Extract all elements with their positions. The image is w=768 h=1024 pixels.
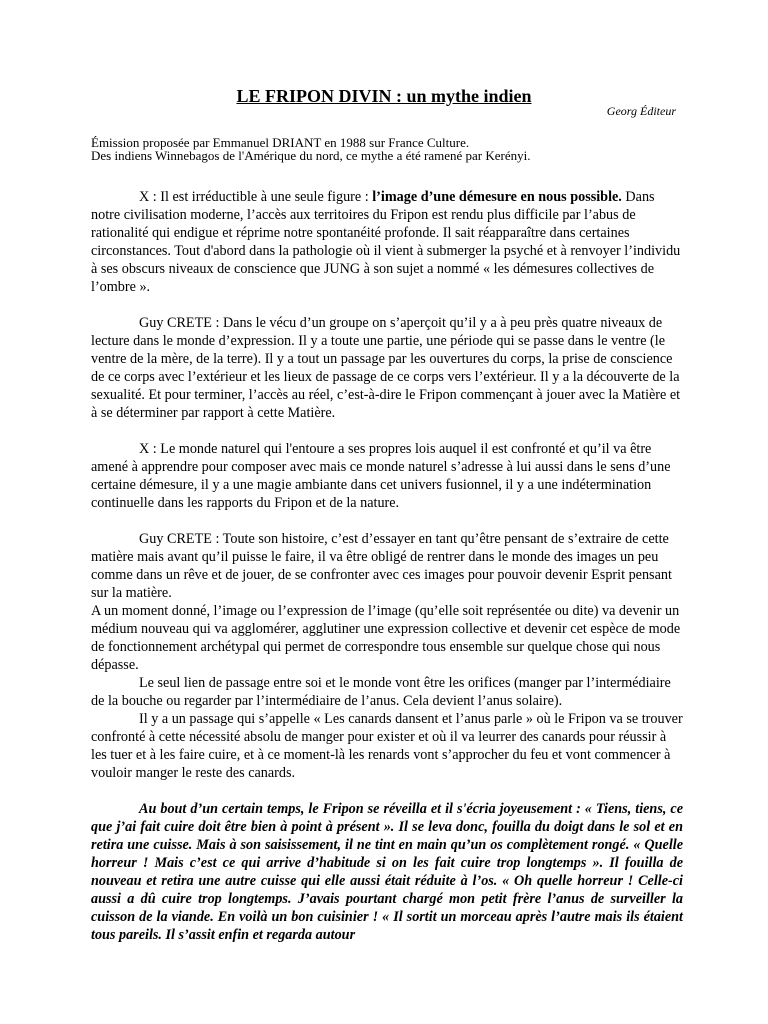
paragraph-5: A un moment donné, l’image ou l’expression de l’image (qu’elle soit représentée ou dite) va devenir un médium nouveau qui va agglomérer, agglutiner une expression collective et devenir cet espèce de mode de fonctionnement archétypal qui permet de correspondre tous ensemble sur quelque chose qui nous dépasse. bbox=[91, 603, 681, 673]
intro-block bbox=[91, 136, 681, 162]
paragraph-1-emphasis: l’image d’une démesure en nous possible. bbox=[372, 189, 622, 205]
paragraph-4: Guy CRETE : Toute son histoire, c’est d’essayer en tant qu’être pensant de s’extraire de cette matière mais avant qu’il puisse le faire, il va être obligé de rentrer dans le monde des images un peu comme dans un rêve et de jouer, de se confronter avec ces images pour pouvoir devenir Esprit pensant sur la matière. bbox=[91, 531, 672, 601]
intro-line-2: Des indiens Winnebagos de l'Amérique du nord, ce mythe a été ramené par Kerényi. bbox=[91, 148, 531, 163]
paragraph-1 bbox=[91, 188, 683, 296]
paragraph-2: Guy CRETE : Dans le vécu d’un groupe on s’aperçoit qu’il y a à peu près quatre niveaux de lecture dans le monde d’expression. Il y a toute une partie, une période qui se passe dans le ventre (le ventre de la mère, de la terre). Il y a tout un passage par les ouvertures du corps, la prise de conscience de ce corps avec l’extérieur et les lieux de passage de ce corps vers l’extérieur. Il y a la découverte de la sexualité. Et pour terminer, l’accès au réel, c’est-à-dire le Fripon commençant à jouer avec la Matière et à se déterminer par rapport à cette Matière. bbox=[91, 315, 681, 421]
document-title: LE FRIPON DIVIN : un mythe indien bbox=[236, 86, 532, 106]
paragraph-1-start: X : Il est irréductible à une seule figure : bbox=[139, 189, 373, 205]
paragraph-1-rest: Dans notre civilisation moderne, l’accès aux territoires du Fripon est rendu plus difficile par l’abus de rationalité qui endigue et réprime notre spontanéité profonde. Il sait réapparaître dans certaines circonstances. Tout d'abord dans la pathologie où il vient à submerger la psyché et à renvoyer l’individu à ses obscurs niveaux de conscience que JUNG à son sujet a nommé « les démesures collectives de l’ombre ». bbox=[91, 189, 681, 295]
publisher-name: Georg Éditeur bbox=[606, 104, 676, 118]
intro-line-1: Émission proposée par Emmanuel DRIANT en 1988 sur France Culture. bbox=[91, 135, 470, 150]
paragraph-8-quote: Au bout d’un certain temps, le Fripon se réveilla et il s'écria joyeusement : « Tiens, tiens, ce que j’ai fait cuire doit être bien à point à présent ». Il se leva donc, fouilla du doigt dans le sol et en retira une cuisse. Mais à son saisissement, il ne tint en main qu’un os complètement rongé. « Quelle horreur ! Mais c’est ce qui arrive d’habitude si on les fait cuire trop longtemps ». Il fouilla de nouveau et retira une autre cuisse qui elle aussi était réduite à l’os. « Oh quelle horreur ! Celle-ci aussi a dû cuire trop longtemps. J’avais pourtant chargé mon petit frère l’anus de surveiller la cuisson de la viande. En voilà un bon cuisinier ! « Il sortit un morceau après l’autre mais ils étaient tous pareils. Il s’assit enfin et regarda autour bbox=[91, 801, 683, 943]
paragraph-6: Le seul lien de passage entre soi et le monde vont être les orifices (manger par l’intermédiaire de la bouche ou regarder par l’intermédiaire de l’anus. Cela devient l’anus solaire). bbox=[91, 675, 671, 709]
paragraph-7: Il y a un passage qui s’appelle « Les canards dansent et l’anus parle » où le Fripon va se trouver confronté à cette nécessité absolu de manger pour exister et où il va leurrer des canards pour réussir à les tuer et à les faire cuire, et à ce moment-là les renards vont s’approcher du feu et vont commencer à vouloir manger le reste des canards. bbox=[91, 711, 683, 781]
document-body bbox=[91, 188, 683, 944]
paragraph-3: X : Le monde naturel qui l'entoure a ses propres lois auquel il est confronté et qu’il va être amené à apprendre pour composer avec mais ce monde naturel s’adresse à lui aussi dans le sens d’une certaine démesure, il y a une magie ambiante dans cet univers fusionnel, il y a une indétermination continuelle dans les rapports du Fripon et de la nature. bbox=[91, 441, 671, 511]
